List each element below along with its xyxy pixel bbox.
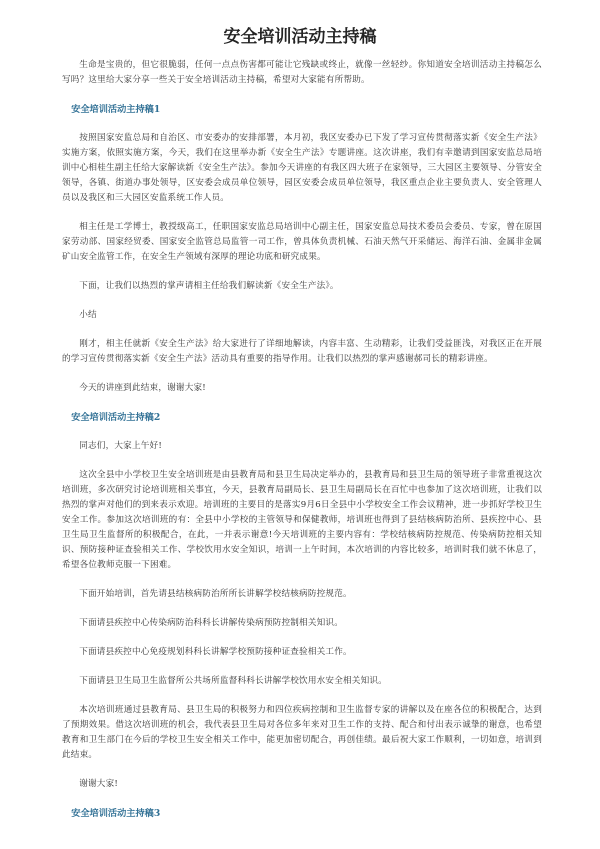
- paragraph: 谢谢大家!: [79, 779, 119, 789]
- paragraph: 小结: [79, 310, 97, 320]
- document-title: 安全培训活动主持稿: [223, 27, 377, 47]
- paragraph: 下面请县卫生局卫生监督所公共场所监督科科长讲解学校饮用水安全相关知识。: [79, 676, 387, 686]
- paragraph: 下面开始培训，首先请县结核病防治所所长讲解学校结核病防控规范。: [79, 589, 352, 599]
- paragraph: 刚才，相主任就新《安全生产法》给大家进行了详细地解读，内容丰富、生动精彩，让我们受益匪浅，对我区正在开展的学习宣传贯彻落实新《安全生产法》活动具有重要的指导作用。让我们以热烈的掌声感谢郝司长的精彩讲座。: [62, 339, 542, 364]
- paragraph: 按照国家安监总局和自治区、市安委办的安排部署，本月初，我区安委办已下发了学习宣传贯彻落实新《安全生产法》实施方案，依照实施方案，今天，我们在这里举办新《安全生产法》专题讲座。这次讲座，我们有幸邀请到国家安监总局培训中心相桂生副主任给大家解读新《安全生产法》。参加今天讲座的有我区四大班子在家领导，三大园区主要领导、分管安全领导，各镇、街道办事处领导，区安委会成员单位领导，园区安委会成员单位领导，我区重点企业主要负责人、安全管理人员以及我区和三大园区安监系统工作人员。: [62, 133, 542, 203]
- paragraph: 下面，让我们以热烈的掌声请相主任给我们解读新《安全生产法》。: [79, 281, 339, 291]
- paragraph: 下面请县疾控中心传染病防治科科长讲解传染病预防控制相关知识。: [79, 618, 344, 628]
- paragraph: 同志们，大家上午好!: [79, 441, 162, 451]
- paragraph: 下面请县疾控中心免疫规划科科长讲解学校预防接种证查验相关工作。: [79, 647, 352, 657]
- paragraph: 这次全县中小学校卫生安全培训班是由县教育局和县卫生局决定举办的，县教育局和县卫生局的领导班子非常重视这次培训班，多次研究讨论培训班相关事宜，今天，县教育局副局长、县卫生局副局长在百忙中也参加了这次培训班，让我们以热烈的掌声对他们的到来表示欢迎。培训班的主要目的是落实9月6日全县中小学校安全工作会议精神，进一步抓好学校卫生安全工作。参加这次培训班的有：全县中小学校的主管领导和保健教师，培训班也得到了县结核病防治所、县疾控中心、县卫生局卫生监督所的积极配合，在此，一并表示谢意!今天培训班的主要内容有：学校结核病防控规范、传染病防控相关知识、预防接种证查验相关工作、学校饮用水安全知识，培训一上午时间，本次培训的内容比较多，培训时我们就不休息了，希望各位教师克服一下困难。: [62, 470, 542, 570]
- paragraph: 本次培训班通过县教育局、县卫生局的积极努力和四位疾病控制和卫生监督专家的讲解以及在座各位的积极配合，达到了预期效果。借这次培训班的机会，我代表县卫生局对各位多年来对卫生工作的支持、配合和付出表示诚挚的谢意，也希望教育和卫生部门在今后的学校卫生安全相关工作中，能更加密切配合，再创佳绩。最后祝大家工作顺利，一切如意，培训到此结束。: [62, 705, 542, 760]
- section-heading-3: 安全培训活动主持稿3: [71, 808, 161, 819]
- intro-paragraph: 生命是宝贵的，但它很脆弱，任何一点点伤害都可能让它残缺或终止，就像一丝轻纱。你知道安全培训活动主持稿怎么写吗？这里给大家分享一些关于安全培训活动主持稿，希望对大家能有所帮助。: [62, 60, 542, 85]
- paragraph: 相主任是工学博士，教授级高工，任职国家安监总局培训中心副主任，国家安监总局技术委员会委员、专家，曾在原国家劳动部、国家经贸委、国家安全监管总局监管一司工作，曾具体负责机械、石油天然气开采储运、海洋石油、金属非金属矿山安全监管工作，在安全生产领域有深厚的理论功底和研究成果。: [62, 222, 542, 262]
- section-heading-2: 安全培训活动主持稿2: [71, 412, 161, 423]
- section-heading-1: 安全培训活动主持稿1: [71, 104, 161, 115]
- document-body: [62, 58, 542, 835]
- paragraph: 今天的讲座到此结束，谢谢大家!: [79, 383, 206, 393]
